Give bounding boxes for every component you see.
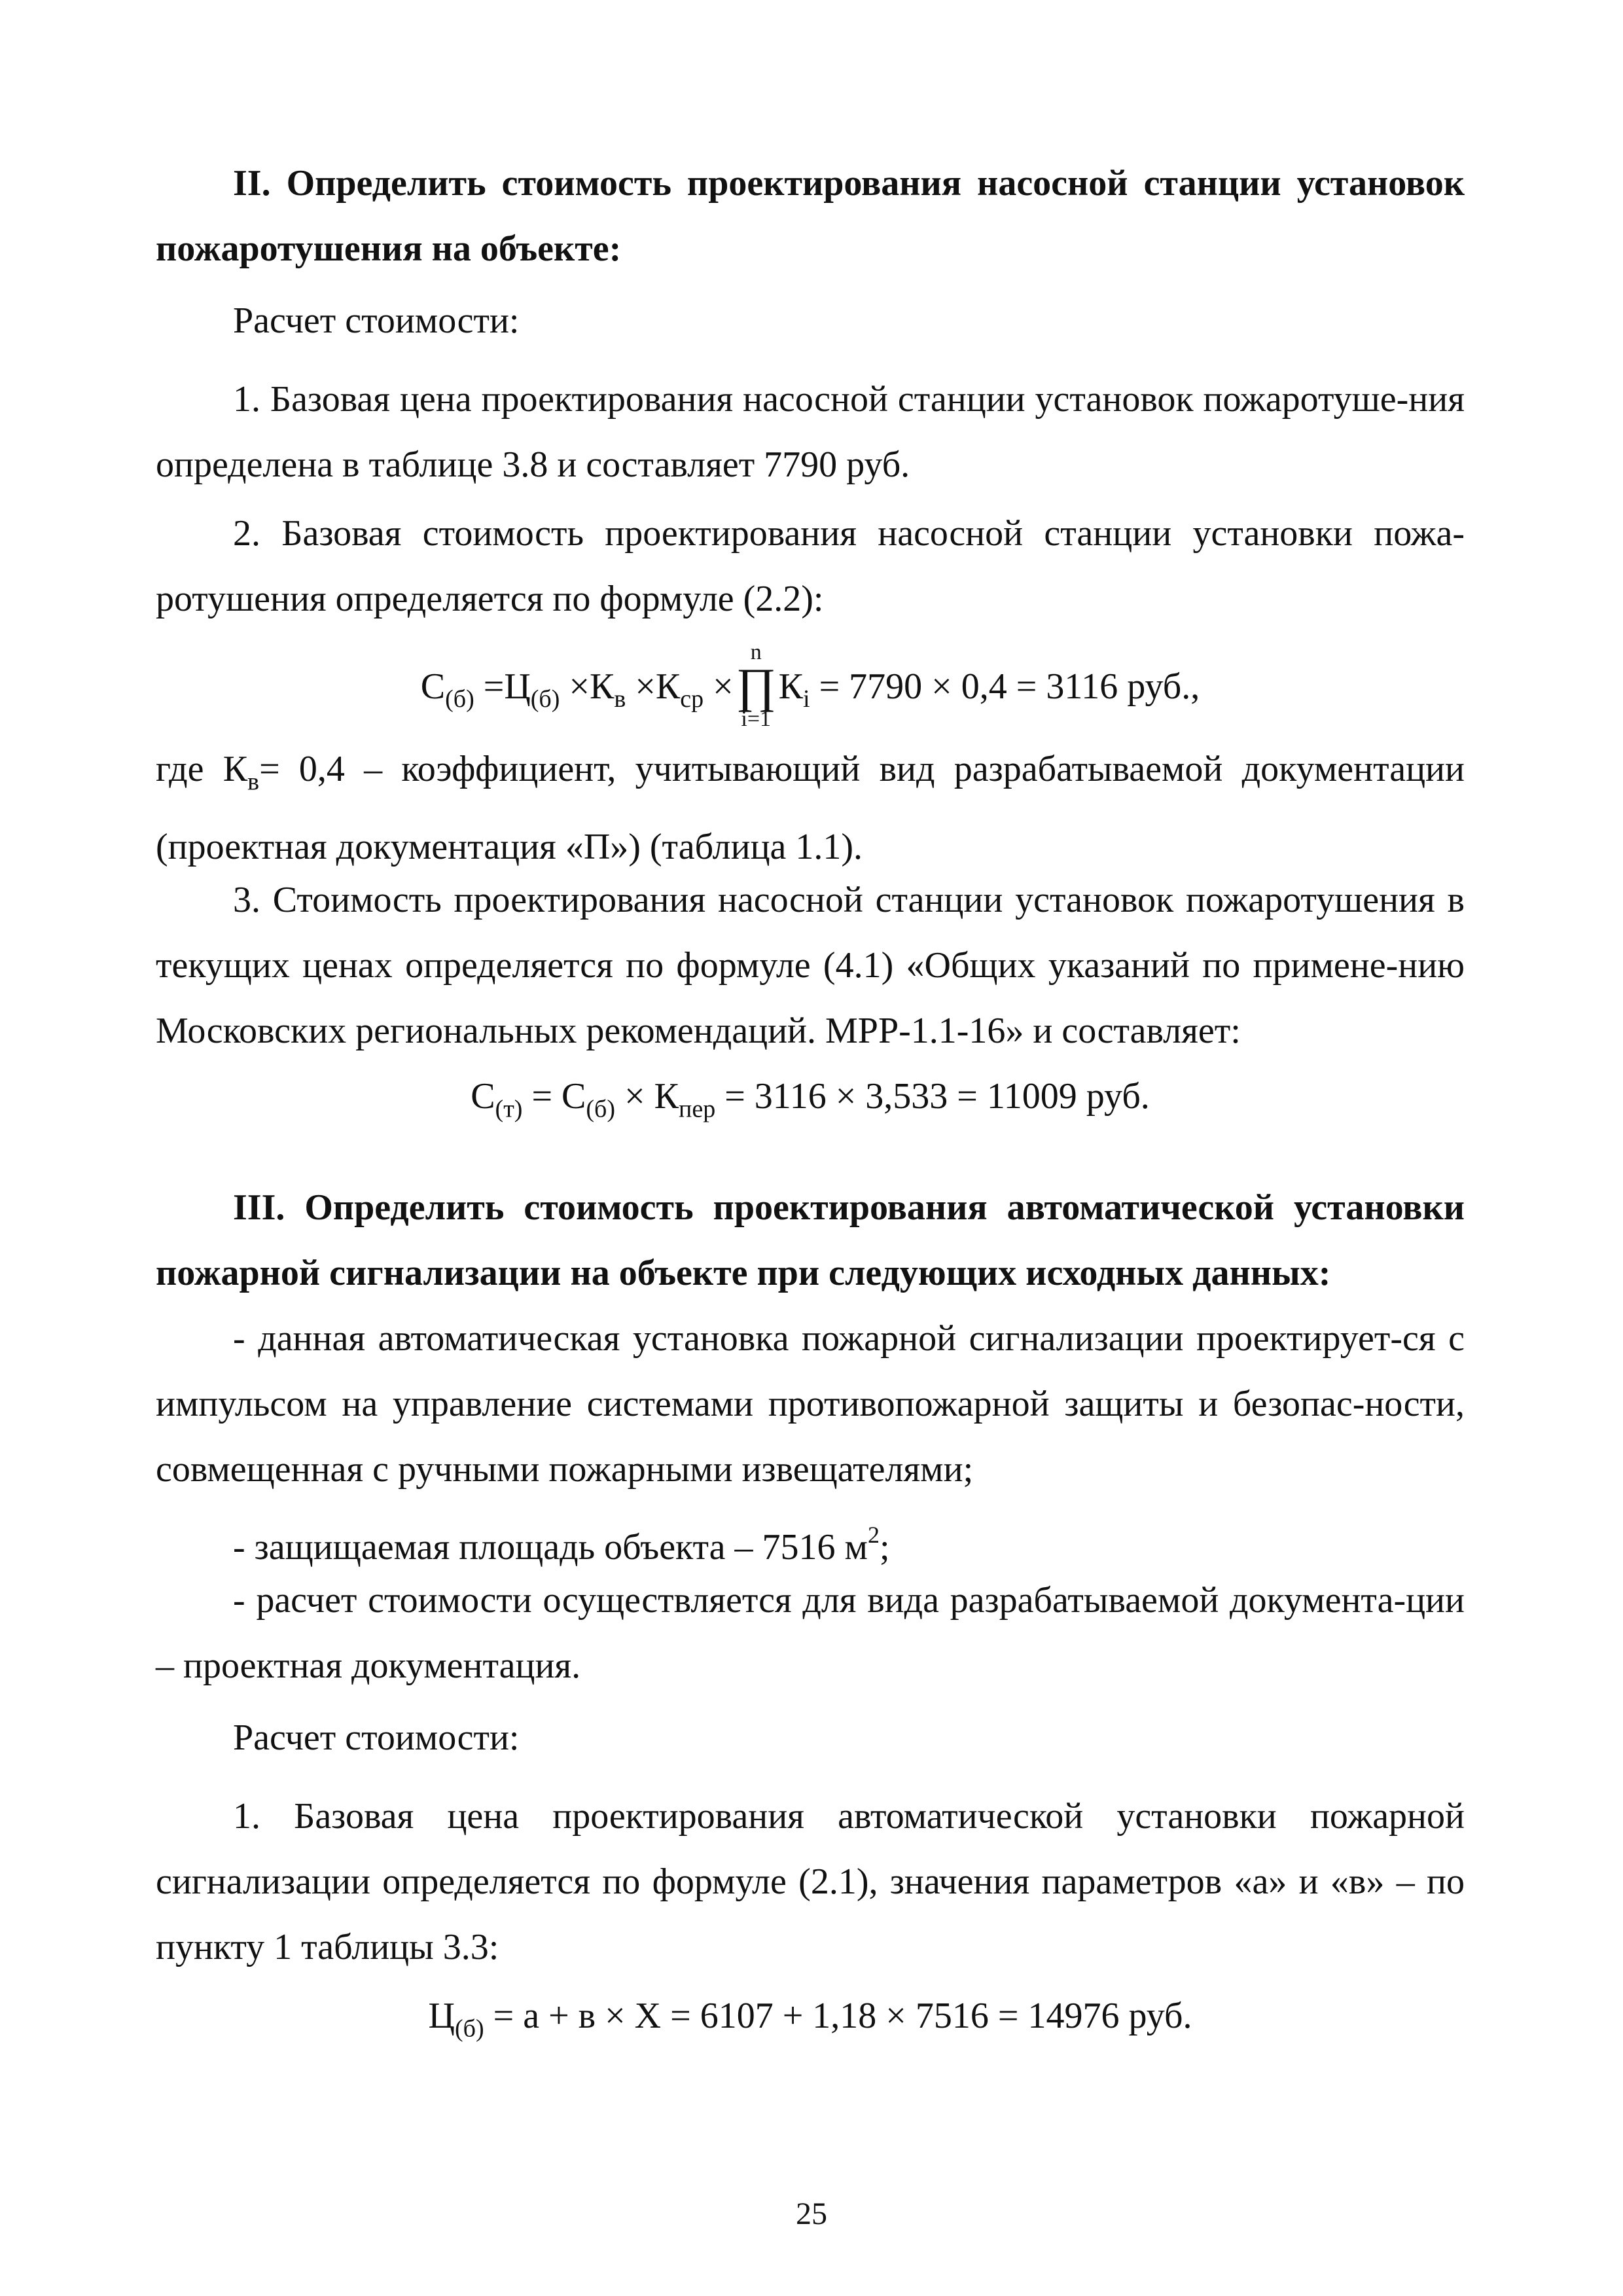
formula-times-kv: ×К [560,666,615,707]
formula2-sub-t: (т) [495,1095,523,1123]
product-upper-limit: n [750,640,762,664]
section3-bullet2-end: ; [879,1527,890,1568]
formula-c-sub: (б) [445,685,474,713]
page-number: 25 [796,2197,827,2231]
section3-bullet2-sup: 2 [867,1522,880,1548]
coefficient-note-pre: где К [156,749,248,789]
formula-alarm-price [156,1983,1465,2061]
formula2-sub-per: пер [679,1095,716,1123]
formula-k: К [778,666,804,707]
formula2-sub-b: (б) [586,1095,616,1123]
formula-base-cost [156,640,1465,735]
section3-bullet3: - расчет стоимости осуществляется для вида разрабатываемой документа-ции – проектная документация. [156,1580,1465,1686]
formula-times-kcp: ×К [626,666,681,707]
formula-kcp-sub: ср [680,685,704,713]
section2-item2: 2. Базовая стоимость проектирования насосной станции установки пожа-ротушения определяется по формуле (2.2): [156,513,1465,619]
formula3-sub: (б) [454,2015,484,2043]
formula-current-cost [156,1064,1465,1141]
formula-ki-sub: i [803,685,810,713]
formula-kv-sub: в [614,685,626,713]
coefficient-note-sub: в [247,768,260,796]
product-operator [736,641,776,731]
section2-item1: 1. Базовая цена проектирования насосной станции установок пожаротуше-ния определена в таблице 3.8 и составляет 7790 руб. [156,379,1465,485]
section2-heading: II. Определить стоимость проектирования насосной станции установок пожаротушения на объекте: [156,163,1465,269]
formula3-result: = а + в × Х = 6107 + 1,18 × 7516 = 14976 руб. [484,1996,1192,2036]
formula-eq-price: =Ц [474,666,531,707]
formula2-result: = 3116 × 3,533 = 11009 руб. [715,1076,1150,1117]
formula2-eq-c: = С [522,1076,586,1117]
formula2-c: С [471,1076,495,1117]
formula-c: С [420,666,446,707]
formula2-times-k: × К [615,1076,679,1117]
formula3-price: Ц [428,1996,455,2036]
section2-calc-label: Расчет стоимости: [233,300,520,341]
section3-item1: 1. Базовая цена проектирования автоматической установки пожарной сигнализации определяется по формуле (2.1), значения параметров «а» и «в» – по пункту 1 таблицы 3.3: [156,1796,1465,1967]
coefficient-note-post: = 0,4 – коэффициент, учитывающий вид разрабатываемой документации (проектная документация «П») (таблица 1.1). [156,749,1465,868]
section3-bullet2-text: - защищаемая площадь объекта – 7516 м [233,1527,868,1568]
section3-bullet1: - данная автоматическая установка пожарной сигнализации проектирует-ся с импульсом на управление системами противопожарной защиты и безопас-ности, совмещенная с ручными пожарными извещателями; [156,1318,1465,1490]
section2-item3: 3. Стоимость проектирования насосной станции установок пожаротушения в текущих ценах определяется по формуле (4.1) «Общих указаний по примене-нию Московских региональных рекомендаций. МРР-1.1-16» и составляет: [156,880,1465,1051]
product-sign: ∏ [736,659,776,713]
formula-times-prod: × [704,666,734,707]
product-lower-limit: i=1 [741,707,771,731]
section3-calc-label: Расчет стоимости: [233,1717,520,1758]
coefficient-note [156,736,1465,880]
section3-heading: III. Определить стоимость проектирования автоматической установки пожарной сигнализации на объекте при следующих исходных данных: [156,1187,1465,1293]
formula-price-sub: (б) [530,685,560,713]
formula-result: = 7790 × 0,4 = 3116 руб., [810,666,1200,707]
